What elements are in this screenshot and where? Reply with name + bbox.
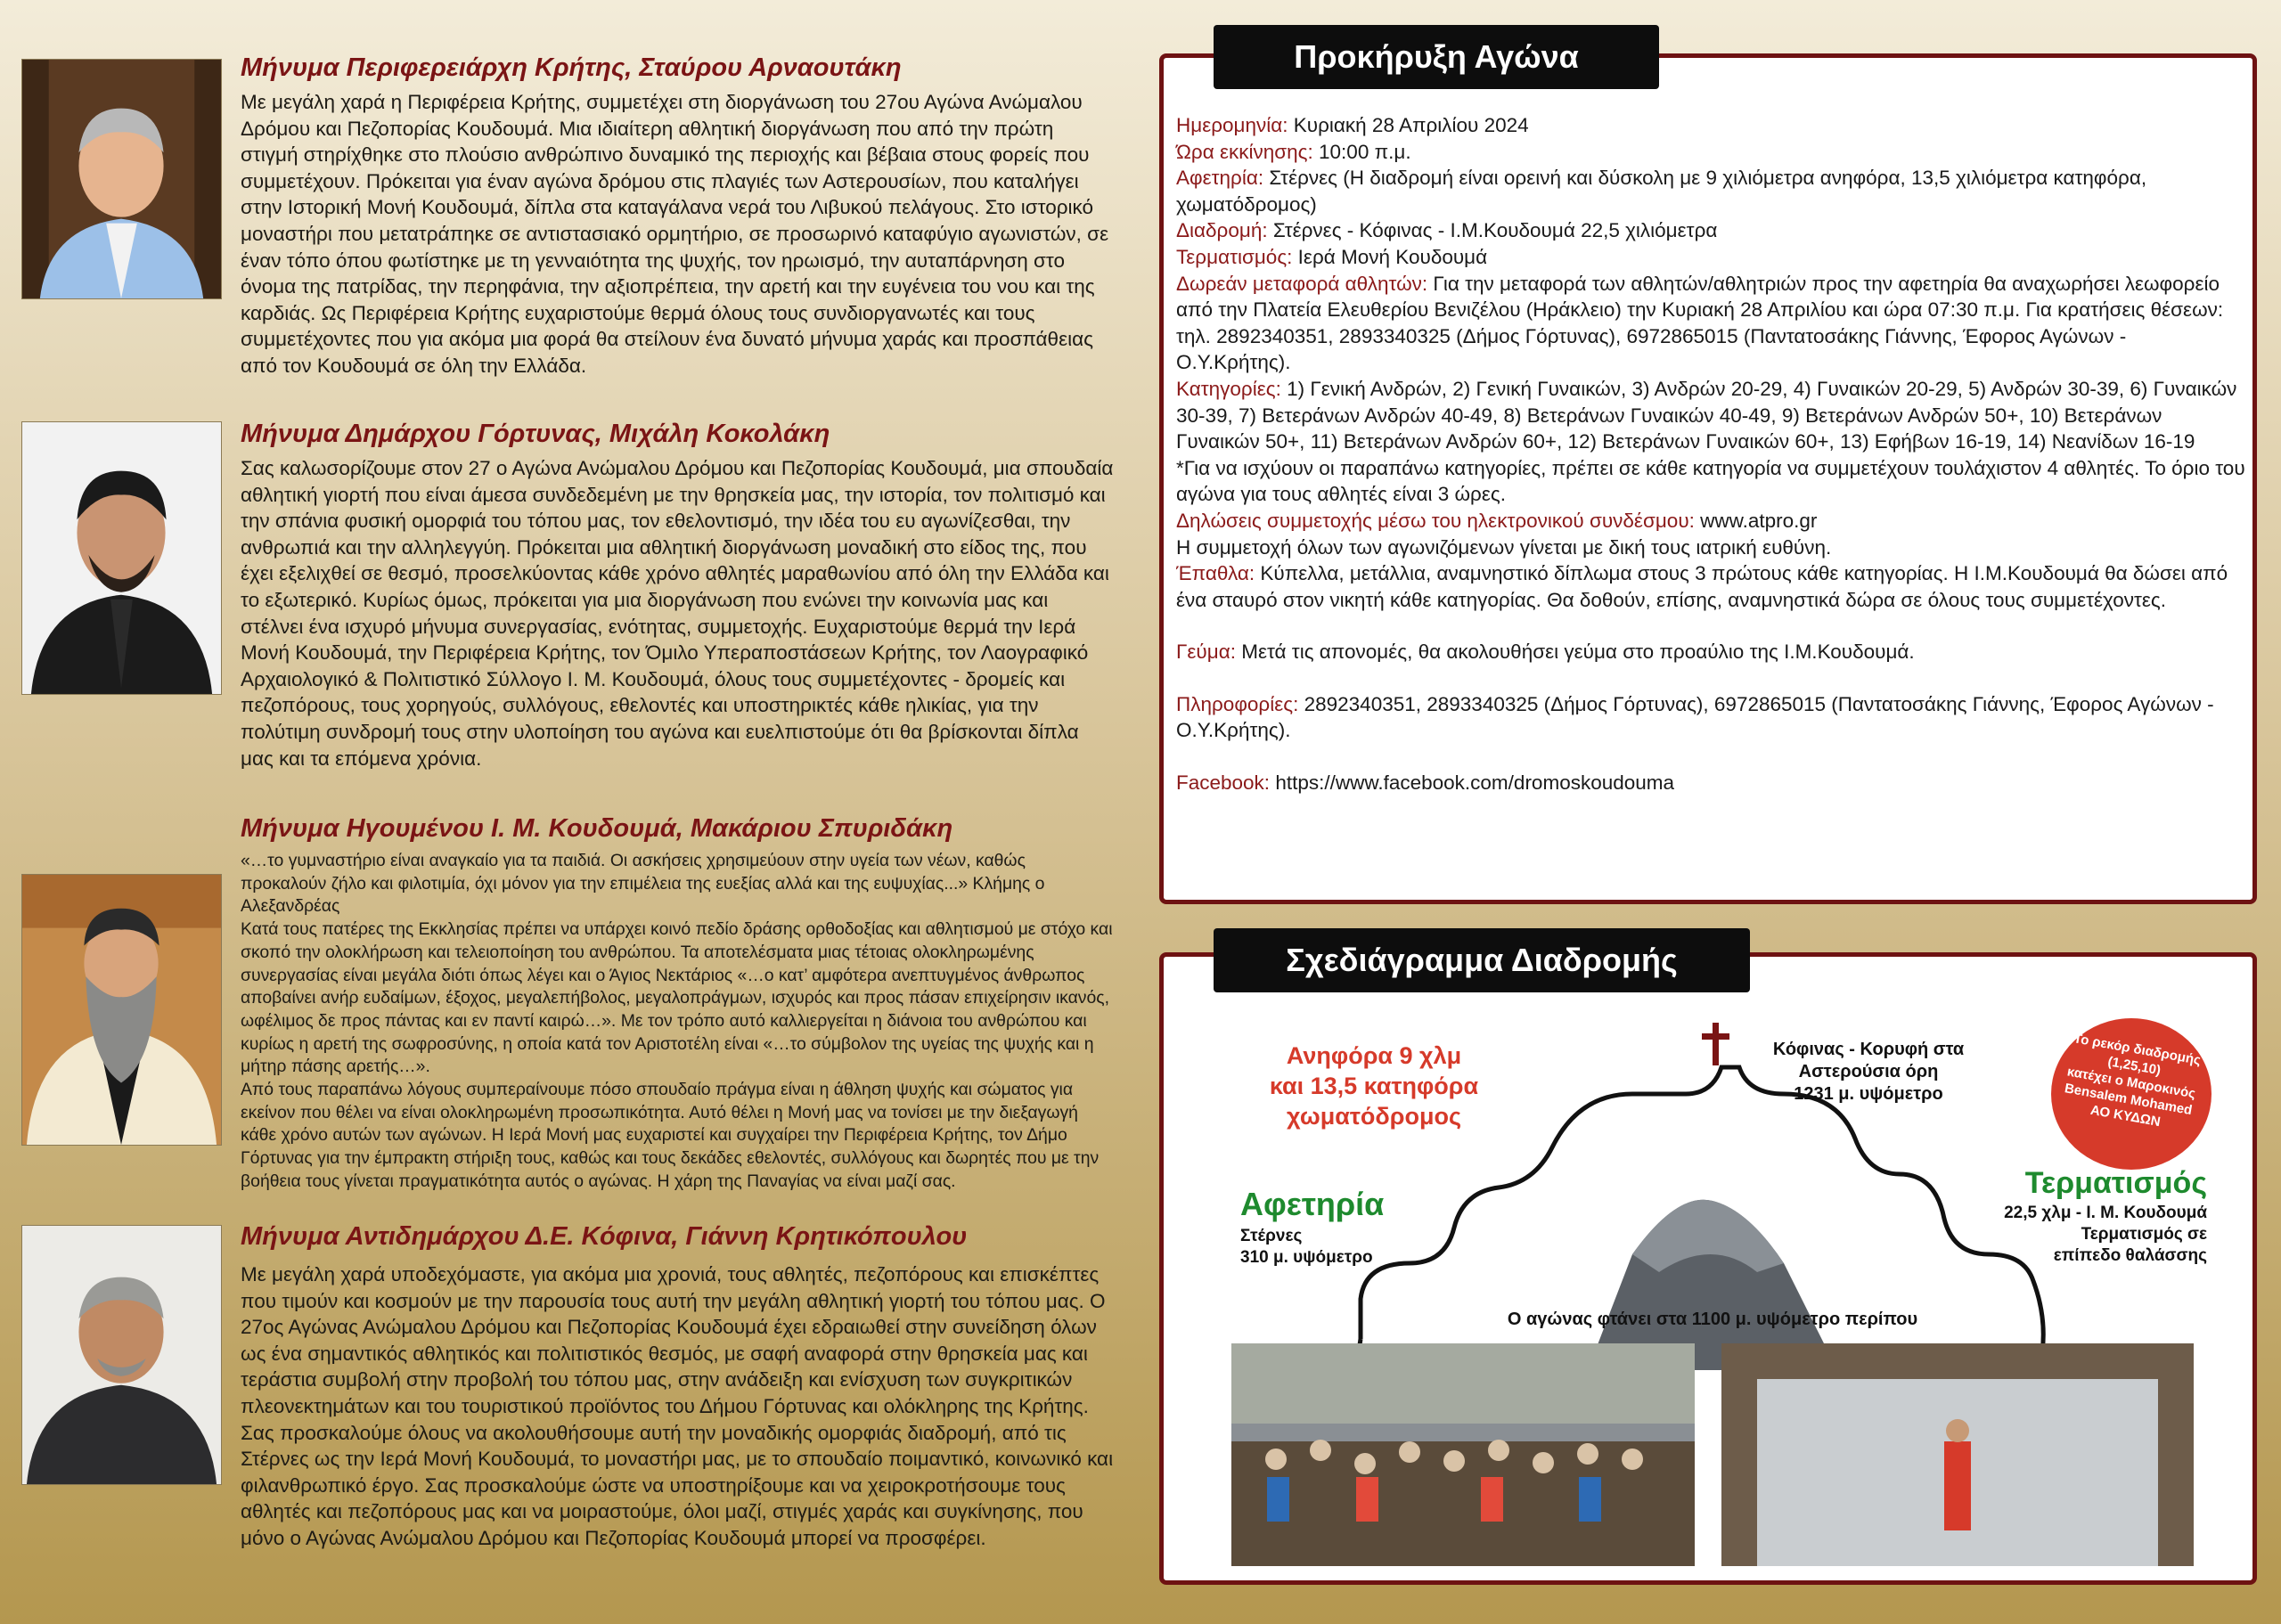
field-value: Στέρνες (Η διαδρομή είναι ορεινή και δύσκολη με 9 χιλιόμετρα ανηφόρα, 13,5 χιλιόμετρα κατηφόρα, χωματόδρομος) [1176, 167, 2147, 216]
altitude-label: Ο αγώνας φτάνει στα 1100 μ. υψόμετρο περίπου [1507, 1310, 1918, 1329]
message-body: Με μεγάλη χαρά η Περιφέρεια Κρήτης, συμμετέχει στη διοργάνωση του 27ου Αγώνα Ανώμαλου Δρόμου και Πεζοπορίας Κουδουμά. Μια ιδιαίτερη αθλητική διοργάνωση που από την πρώτη στιγμή στηρίχθηκε στο πλούσιο ανθρώπινο δυναμικό της περιοχής και βέβαια στους φορείς που συμμετέχουν. Πρόκειται για έναν αγώνα δρόμου στις πλαγιές των Αστερουσίων, που καταλήγει στην Ιστορική Μονή Κουδουμά, δίπλα στα καταγάλανα νερά του Λιβυκού πελάγους. Στο ιστορικό μοναστήρι που μετατράπηκε σε αντιστασιακό ορμητήριο, σε προσωρινό καταφύγιο αγωνιστών, σε έναν τόπο όπου φωτίστηκε με τη γενναιότητα της ψυχής, τον ηρωισμό, την αυταπάρνηση στο όνομα της πατρίδας, την περηφάνια, την αξιοπρέπεια, την αρετή και την ευγένεια του νου και της καρδιάς. Ως Περιφέρεια Κρήτης ευχαριστούμε θερμά όλους τους συνδιοργανωτές και τους συμμετέχοντες που για ακόμα μια φορά θα στείλουν ένα δυνατό μήνυμα χαράς και προσπάθειας από τον Κουδουμά σε όλη την Ελλάδα. [241, 91, 1109, 377]
field-label: Αφετηρία: [1176, 167, 1264, 190]
field-label: Ώρα εκκίνησης: [1176, 140, 1313, 163]
photo-deputy-mayor [21, 1225, 222, 1485]
message-body: Με μεγάλη χαρά υποδεχόμαστε, για ακόμα μια χρονιά, τους αθλητές, πεζοπόρους και επισκέπτες που τιμούν και κοσμούν με την παρουσία τους αυτή την μεγάλη αθλητική γιορτή του τόπου μας. Ο 27ος Αγώνας Ανώμαλου Δρόμου και Πεζοπορίας Κουδουμά έχει εδραιωθεί στην συνείδηση όλων ως ένα σημαντικός αθλητικός και πολιτιστικός θεσμός, με σαφή αναφορά στην θρησκεία μας και τεράστια συμβολή στην προβολή του τόπου μας, στην ανάδειξη και ενίσχυση των συγκριτικών πλεονεκτημάτων και του τουριστικού προϊόντος του Δήμου Γόρτυνας και ολόκληρης της Κρήτης. Σας προσκαλούμε όλους να ακολουθήσουμε αυτή την μοναδικής ομορφιάς διαδρομή, από τις Στέρνες ως την Ιερά Μονή Κουδουμά, το μοναστήρι μας, με το σπουδαίο ποιμαντικό, κοινωνικό και φιλανθρωπικό έργο. Σας προσκαλούμε ώστε να υποστηρίξουμε και να χειροκροτήσουμε τους αθλητές και πεζοπόρους μας και να μοιραστούμε, όλοι μαζί, στιγμές χαράς και συγκίνησης, που μόνο ο Αγώνας Ανώμαλου Δρόμου και Πεζοπορίας Κουδουμά μπορεί να προσφέρει. [241, 1263, 1114, 1549]
start-text: Στέρνες 310 μ. υψόμετρο [1240, 1227, 1373, 1267]
field-label: Facebook: [1176, 771, 1271, 795]
message-title: Μήνυμα Αντιδημάρχου Δ.Ε. Κόφινα, Γιάννη Κρητικόπουλου [241, 1222, 968, 1251]
field-label: Πληροφορίες: [1176, 692, 1299, 715]
field-value: www.atpro.gr [1694, 509, 1818, 532]
announcement-field [1176, 376, 2245, 455]
route-map [1214, 996, 2216, 1572]
field-value: 10:00 π.μ. [1312, 140, 1411, 163]
field-label: Ημερομηνία: [1176, 114, 1288, 136]
finish-label: Τερματισμός [2024, 1166, 2207, 1200]
field-value: https://www.facebook.com/dromoskoudouma [1270, 771, 1675, 795]
announcement-field [1176, 217, 2245, 244]
climb-label: Ανηφόρα 9 χλμ και 13,5 κατηφόρα χωματόδρομος [1269, 1042, 1479, 1130]
field-value: Η συμμετοχή όλων των αγωνιζόμενων γίνεται με δική τους ιατρική ευθύνη. [1176, 535, 1832, 559]
message-body: «…το γυμναστήριο είναι αναγκαίο για τα παιδιά. Οι ασκήσεις χρησιμεύουν στην υγεία των νέων, καθώς προκαλούν ζήλο και φιλοτιμία, όχι μόνον για την επιμέλεια της ευεξίας αλλά και της ευψυχίας...» Κλήμης ο Αλεξανδρέας Κατά τους πατέρες της Εκκλησίας πρέπει να υπάρχει κοινό πεδίο δράσης ορθοδοξίας και αθλητισμού με στόχο και σκοπό την ολοκλήρωση και τελειοποίηση του ανθρώπου. Τα αποτελέσματα μιας τέτοιας ολοκληρωμένης συνεργασίας είναι μεγάλα διότι όπως λέγει και ο Άγιος Νεκτάριος «…ο κατ’ αμφότερα ανεπτυγμένος άνθρωπος αποβαίνει ανήρ ευδαίμων, έξοχος, μεγαλεπήβολος, μεγαλοπράγμων, ισχυρός και προς πάσαν επιχείρησιν ικανός, ωφέλιμος δε προς πάντας και εν παντί καιρώ…». Με τον τρόπο αυτό καλλιεργείται η διάνοια του ανθρώπου και κυρίως η αρετή της σωφροσύνης, η οποία κατά τον Αριστοτέλη είναι «…το σύμβολον της υγείας της ψυχής και η μήτηρ πάσης αρετής…». Από τους παραπάνω λόγους συμπεραίνουμε πόσο σπουδαίο πράγμα είναι η άθληση ψυχής και σώματος για εκείνον που θέλει να είναι ολοκληρωμένη προσωπικότητα. Αυτό θέλει η Μονή μας να τονίσει με την διεξαγωγή κάθε χρόνο αυτών των αγώνων. Η Ιερά Μονή μας ευχαριστεί και συγχαίρει την Περιφέρεια Κρήτης, τον Δήμο Γόρτυνας για την έμπρακτη στήριξη τους, καθώς και τους δεκάδες εθελοντές, συλλόγους και δωρητές που με την βοήθεια τους γίνεται πραγματικότητα αυτός ο αγώνας. Η χάρη της Παναγίας να είναι μαζί σας. [241, 851, 1113, 1191]
announcement-field [1176, 535, 2245, 561]
spacer [1176, 744, 2245, 770]
field-label: Δωρεάν μεταφορά αθλητών: [1176, 272, 1428, 295]
spacer [1176, 665, 2245, 691]
announcement-details [1176, 112, 2245, 796]
message-deputy-mayor [241, 1220, 1114, 1552]
field-value: Ιερά Μονή Κουδουμά [1292, 245, 1488, 268]
announcement-field [1176, 560, 2245, 613]
finish-text: 22,5 χλμ - Ι. Μ. Κουδουμά Τερματισμός σε επίπεδο θαλάσσης [2004, 1204, 2207, 1265]
field-value: 1) Γενική Ανδρών, 2) Γενική Γυναικών, 3) Ανδρών 20-29, 4) Γυναικών 20-29, 5) Ανδρών 30-39, 6) Γυναικών 30-39, 7) Βετεράνων Ανδρών 40-49, 8) Βετεράνων Γυναικών 40-49, 9) Βετεράνων Ανδρών 50+, 10) Βετεράνων Γυναικών 50+, 11) Βετεράνων Ανδρών 60+, 12) Βετεράνων Γυναικών 60+, 13) Εφήβων 16-19, 14) Νεανίδων 16-19 [1176, 377, 2237, 453]
announcement-field [1176, 165, 2245, 217]
record-label: Το ρεκόρ διαδρομής (1,25,10) κατέχει ο Μαροκινός Bensalem Mohamed ΑΟ ΚΥΔΩΝ [2063, 1031, 2203, 1130]
announcement-field [1176, 508, 2245, 535]
field-value: Κυριακή 28 Απριλίου 2024 [1288, 114, 1529, 136]
message-body: Σας καλωσορίζουμε στον 27 ο Αγώνα Ανώμαλου Δρόμου και Πεζοπορίας Κουδουμά, μια σπουδαία αθλητική γιορτή που είναι άμεσα συνδεδεμένη με την θρησκεία μας, την ιστορία, τον πολιτισμό και την σπάνια φυσική ομορφιά του τόπου μας, τον εθελοντισμό, την ιδέα του ευ αγωνίζεσθαι, την ανθρωπιά και την αλληλεγγύη. Πρόκειται μια αθλητική διοργάνωση μοναδική στο είδος της, που έχει εξελιχθεί σε θεσμό, προσελκύοντας κάθε χρόνο αθλητές μαραθωνίου από όλη την Ελλάδα και το εξωτερικό. Κυρίως όμως, πρόκειται για μια διοργάνωση που ενώνει την κοινωνία μας και στέλνει ένα ισχυρό μήνυμα συνεργασίας, ενότητας, συμμετοχής. Ευχαριστούμε θερμά την Ιερά Μονή Κουδουμά, την Περιφέρεια Κρήτης, τον Όμιλο Υπεραποστάσεων Κρήτης, τον Λαογραφικό Αρχαιολογικό & Πολιτιστικό Σύλλογο Ι. Μ. Κουδουμά, όλους τους συμμετέχοντες - δρομείς και πεζοπόρους, τους χορηγούς, συλλόγους, εθελοντές και υποστηρικτές κάθε ηλικίας, για την πολύτιμη συνδρομή τους στην υλοποίηση του αγώνα και ευελπιστούμε ότι θα βρίσκονται δίπλα μας και τα επόμενα χρόνια. [241, 457, 1114, 770]
field-label: Έπαθλα: [1176, 562, 1255, 585]
message-regional-governor [241, 52, 1114, 379]
announcement-field [1176, 455, 2245, 508]
field-label: Γεύμα: [1176, 641, 1236, 664]
field-label: Τερματισμός: [1176, 245, 1293, 268]
message-title: Μήνυμα Ηγουμένου Ι. Μ. Κουδουμά, Μακάριου Σπυριδάκη [241, 814, 953, 843]
announcement-field [1176, 770, 2245, 796]
field-value: Μετά τις απονομές, θα ακολουθήσει γεύμα στο προαύλιο της Ι.Μ.Κουδουμά. [1235, 641, 1915, 664]
field-value: 2892340351, 2893340325 (Δήμος Γόρτυνας), 6972865015 (Παντατοσάκης Γιάννης, Έφορος Αγώνων - Ο.Υ.Κρήτης). [1176, 692, 2214, 742]
start-label: Αφετηρία [1240, 1186, 1385, 1222]
field-label: Δηλώσεις συμμετοχής μέσω του ηλεκτρονικού συνδέσμου: [1176, 509, 1695, 532]
field-value: *Για να ισχύουν οι παραπάνω κατηγορίες, πρέπει σε κάθε κατηγορία να συμμετέχουν τουλάχιστον 4 αθλητές. Το όριο του αγώνα για τους αθλητές είναι 3 ώρες. [1176, 456, 2245, 506]
summit-label: Κόφινας - Κορυφή στα Αστερούσια όρη 1231 μ. υψόμετρο [1772, 1040, 1965, 1104]
spacer [1176, 613, 2245, 639]
field-label: Κατηγορίες: [1176, 377, 1281, 400]
route-title: Σχεδιάγραμμα Διαδρομής [1214, 928, 1750, 992]
photo-regional-governor [21, 59, 222, 299]
message-title: Μήνυμα Δημάρχου Γόρτυνας, Μιχάλη Κοκολάκη [241, 420, 830, 448]
message-title: Μήνυμα Περιφερειάρχη Κρήτης, Σταύρου Αρναουτάκη [241, 53, 902, 82]
photo-mayor [21, 421, 222, 695]
message-abbot [241, 812, 1114, 1194]
field-value: Κύπελλα, μετάλλια, αναμνηστικό δίπλωμα στους 3 πρώτους κάθε κατηγορίας. Η Ι.Μ.Κουδουμά θα δώσει από ένα σταυρό στον νικητή κάθε κατηγορίας. Θα δοθούν, επίσης, αναμνηστικά δώρα σε όλους τους συμμετέχοντες. [1176, 562, 2228, 611]
announcement-field [1176, 271, 2245, 376]
photo-abbot [21, 874, 222, 1146]
announcement-field [1176, 112, 2245, 139]
announcement-field [1176, 244, 2245, 271]
announcement-title: Προκήρυξη Αγώνα [1214, 25, 1659, 89]
announcement-field [1176, 139, 2245, 166]
field-label: Διαδρομή: [1176, 219, 1268, 242]
announcement-field [1176, 691, 2245, 744]
field-value: Για την μεταφορά των αθλητών/αθλητριών προς την αφετηρία θα αναχωρήσει λεωφορείο από την Πλατεία Ελευθερίου Βενιζέλου (Ηράκλειο) την Κυριακή 28 Απριλίου και ώρα 07:30 π.μ. Για κρατήσεις θέσεων: τηλ. 2892340351, 2893340325 (Δήμος Γόρτυνας), 6972865015 (Παντατοσάκης Γιάννης, Έφορος Αγώνων - Ο.Υ.Κρήτης). [1176, 272, 2224, 374]
cross-icon [1713, 1023, 1719, 1065]
announcement-field [1176, 639, 2245, 665]
field-value: Στέρνες - Κόφινας - Ι.Μ.Κουδουμά 22,5 χιλιόμετρα [1267, 219, 1718, 242]
message-mayor [241, 418, 1114, 771]
